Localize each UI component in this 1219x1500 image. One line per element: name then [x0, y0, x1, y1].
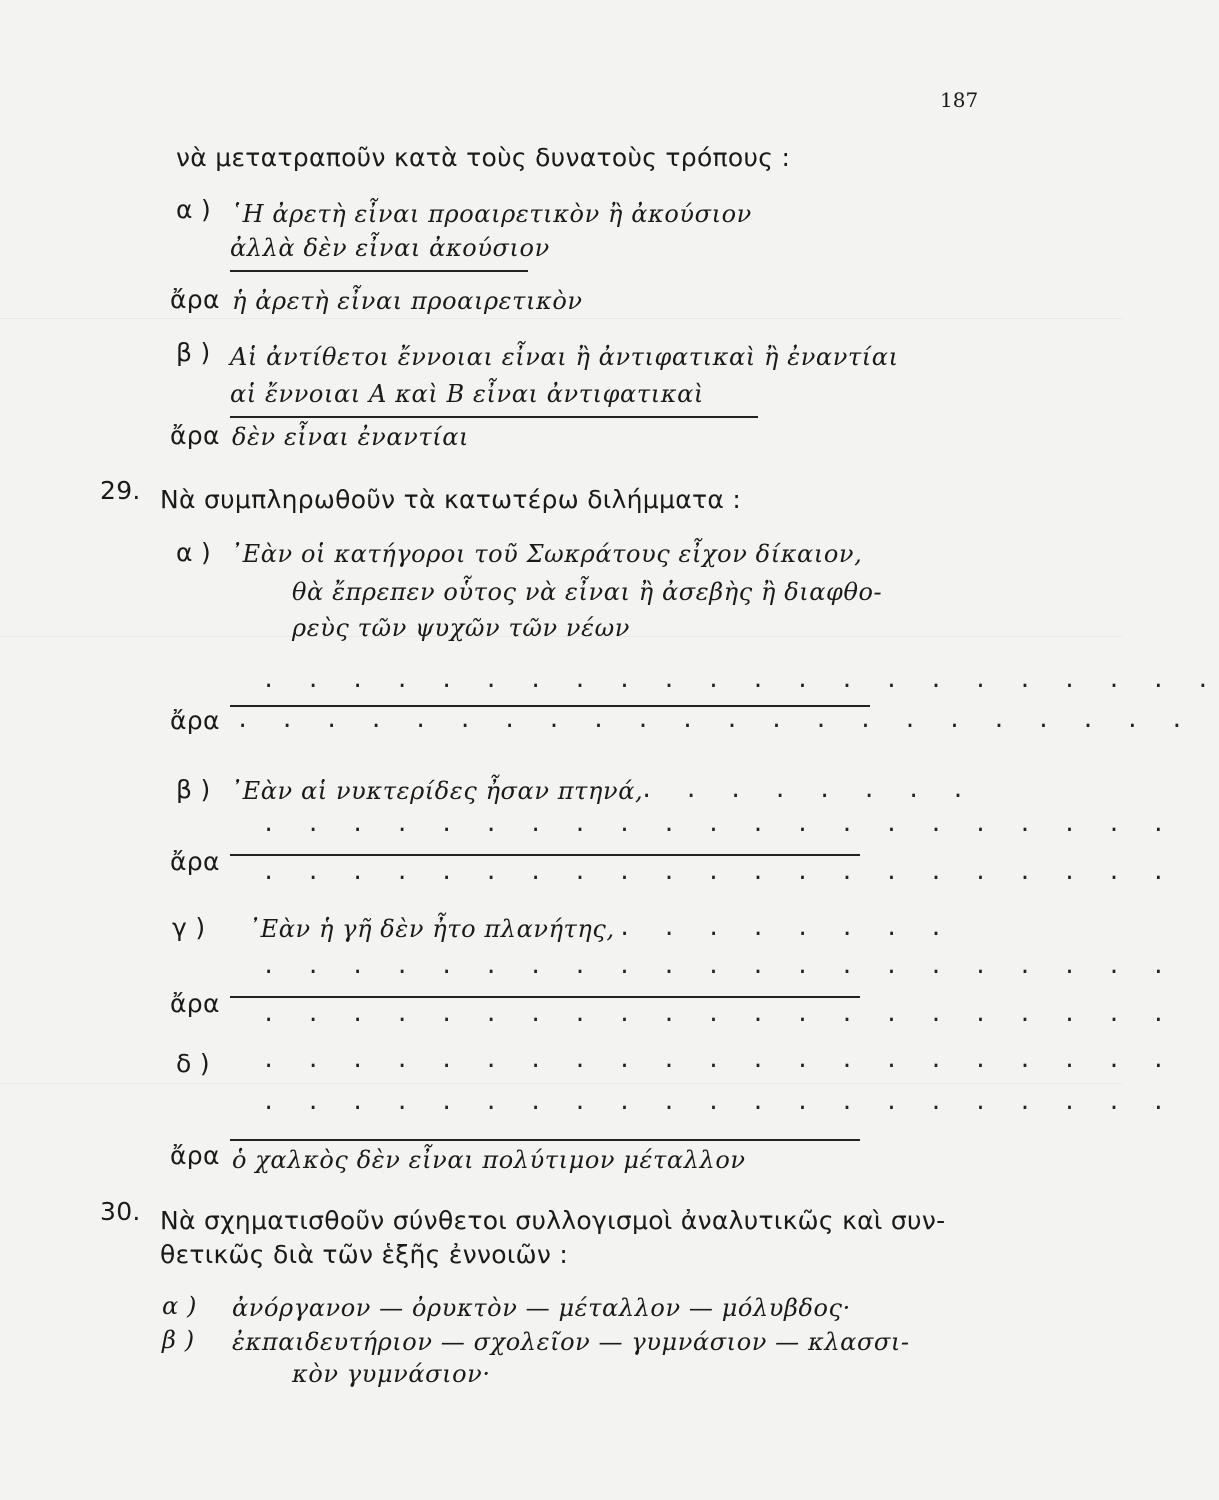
blank-dots: . . . . . . . . . . . . . . . . . . . . . .	[262, 668, 1219, 693]
conclusion-rule	[230, 705, 870, 707]
premise-line: ᾿Εὰν αἱ νυκτερίδες ἦσαν πτηνά,	[230, 777, 644, 805]
conclusion: ὁ χαλκὸς δὲν εἶναι πολύτιμον μέταλλον	[232, 1146, 746, 1174]
conclusion: ἡ ἀρετὴ εἶναι προαιρετικὸν	[232, 287, 583, 315]
item-label: α )	[176, 538, 212, 567]
conclusion-rule	[230, 416, 758, 418]
item-label: α )	[162, 1292, 197, 1320]
concept-chain-cont: κὸν γυμνάσιον·	[292, 1360, 491, 1388]
conclusion-rule	[230, 270, 528, 272]
blank-dots: . . . . . . . . . . . . . . . . . . . . .	[262, 1002, 1175, 1027]
ara-word: ἄρα	[170, 706, 220, 735]
ara-word: ἄρα	[170, 1141, 220, 1170]
concept-chain: ἀνόργανον — ὀρυκτὸν — μέταλλον — μόλυβδος·	[232, 1294, 851, 1322]
exercise-number: 30.	[100, 1197, 141, 1226]
blank-dots: . . . . . . . . . . . . . . . . . . . . .	[262, 1048, 1175, 1073]
blank-dots: . . . . . . . .	[640, 778, 974, 803]
item-label: β )	[176, 338, 211, 367]
item-label: β )	[176, 775, 211, 804]
blank-dots: . . . . . . . . . . . . . . . . . . . . .	[262, 860, 1175, 885]
blank-dots: . . . . . . . . . . . . . . . . . . . . . .	[236, 708, 1193, 733]
blank-dots: . . . . . . . . . . . . . . . . . . . . .	[262, 954, 1175, 979]
ara-word: ἄρα	[170, 285, 220, 314]
premise-line: ρεὺς τῶν ψυχῶν τῶν νέων	[292, 614, 630, 642]
blank-dots: . . . . . . . .	[618, 916, 952, 941]
premise-major: ῾Η ἀρετὴ εἶναι προαιρετικὸν ἢ ἀκούσιον	[230, 200, 752, 228]
exercise-number: 29.	[100, 476, 141, 505]
item-label: δ )	[176, 1049, 210, 1078]
exercise-heading-cont: θετικῶς διὰ τῶν ἑξῆς ἐννοιῶν :	[160, 1240, 569, 1269]
ara-word: ἄρα	[170, 847, 220, 876]
conclusion-rule	[230, 996, 860, 998]
premise-line: θὰ ἔπρεπεν οὗτος νὰ εἶναι ἢ ἀσεβὴς ἢ διαφθο-	[292, 578, 883, 606]
blank-dots: . . . . . . . . . . . . . . . . . . . . .	[262, 1090, 1175, 1115]
intro-line: νὰ μετατραποῦν κατὰ τοὺς δυνατοὺς τρόπους :	[176, 143, 791, 172]
show-through-line	[0, 318, 1122, 319]
ara-word: ἄρα	[170, 989, 220, 1018]
premise-major: Αἱ ἀντίθετοι ἔννοιαι εἶναι ἢ ἀντιφατικαὶ ἢ ἐναντίαι	[230, 343, 899, 371]
premise-minor: ἀλλὰ δὲν εἶναι ἀκούσιον	[230, 234, 550, 262]
item-label: γ )	[172, 913, 206, 942]
show-through-line	[0, 1083, 1122, 1084]
premise-line: ᾿Εὰν ἡ γῆ δὲν ἦτο πλανήτης,	[248, 915, 615, 943]
item-label: α )	[176, 195, 212, 224]
premise-minor: αἱ ἔννοιαι Α καὶ Β εἶναι ἀντιφατικαὶ	[230, 380, 704, 408]
exercise-heading: Νὰ συμπληρωθοῦν τὰ κατωτέρω διλήμματα :	[160, 485, 742, 514]
blank-dots: . . . . . . . . . . . . . . . . . . . . .	[262, 812, 1175, 837]
conclusion-rule	[230, 854, 860, 856]
concept-chain: ἐκπαιδευτήριον — σχολεῖον — γυμνάσιον — κλασσι-	[232, 1328, 910, 1356]
page-number: 187	[940, 88, 979, 112]
conclusion: δὲν εἶναι ἐναντίαι	[232, 423, 470, 451]
ara-word: ἄρα	[170, 421, 220, 450]
exercise-heading: Νὰ σχηματισθοῦν σύνθετοι συλλογισμοὶ ἀναλυτικῶς καὶ συν-	[160, 1206, 946, 1235]
item-label: β )	[162, 1326, 195, 1354]
premise-line: ᾿Εὰν οἱ κατήγοροι τοῦ Σωκράτους εἶχον δίκαιον,	[230, 540, 863, 568]
conclusion-rule	[230, 1139, 860, 1141]
